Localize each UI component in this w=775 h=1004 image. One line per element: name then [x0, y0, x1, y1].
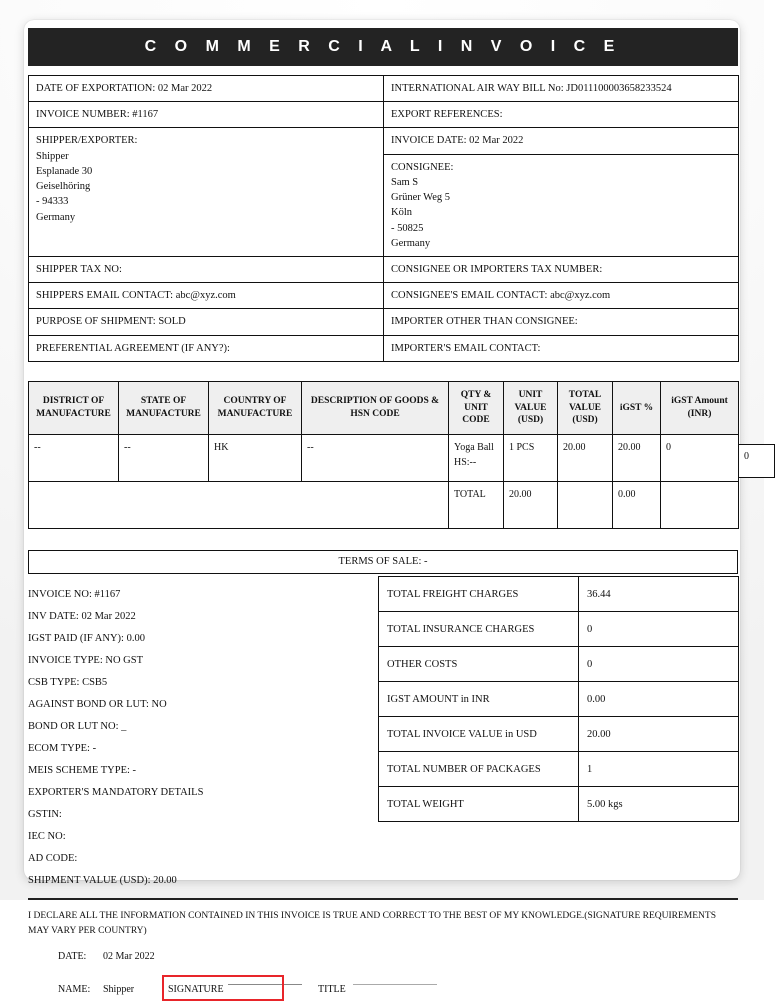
detail-invoice-type: INVOICE TYPE: NO GST	[28, 655, 144, 667]
label-name: NAME:	[58, 983, 91, 995]
consignee-line-5: Germany	[391, 237, 431, 249]
cell-igst-percent: 0	[661, 435, 739, 482]
value-invoice-number: #1167	[132, 109, 159, 121]
cell-air-way-bill	[384, 76, 739, 102]
value-name: Shipper	[103, 983, 135, 995]
cell-invoice-date	[384, 128, 739, 154]
cell-qty: 1 PCS	[504, 435, 558, 482]
cell-total-amount: 20.00	[504, 482, 558, 529]
cell-unit-value: 20.00	[558, 435, 613, 482]
consignee-line-3: Köln	[391, 207, 412, 219]
value-consignee-email: abc@xyz.com	[550, 290, 611, 302]
column-igst-amount: iGST Amount (INR)	[661, 381, 739, 434]
label-invoice-date: INVOICE DATE:	[391, 135, 467, 147]
cell-consignee-tax-number	[384, 256, 739, 282]
label-importer-other-than-consignee: IMPORTER OTHER THAN CONSIGNEE:	[391, 316, 578, 328]
table-row	[379, 682, 739, 717]
cell-purpose-of-shipment	[29, 309, 384, 335]
signature-date-row	[28, 951, 738, 971]
detail-against-bond-or-lut: AGAINST BOND OR LUT: NO	[28, 699, 167, 711]
label-purpose-of-shipment: PURPOSE OF SHIPMENT:	[36, 316, 156, 328]
label-total-number-of-packages: TOTAL NUMBER OF PACKAGES	[379, 752, 579, 787]
cell-preferential-agreement	[29, 335, 384, 361]
table-row	[29, 102, 739, 128]
value-total-insurance-charges: 0	[579, 612, 739, 647]
detail-ecom-type: ECOM TYPE: -	[28, 743, 97, 755]
column-district-of-manufacture: DISTRICT OF MANUFACTURE	[29, 381, 119, 434]
value-date: 02 Mar 2022	[103, 950, 155, 962]
label-total-freight-charges: TOTAL FREIGHT CHARGES	[379, 577, 579, 612]
label-invoice-number: INVOICE NUMBER:	[36, 109, 130, 121]
header-address-table	[28, 75, 739, 362]
value-igst-amount-inr: 0.00	[579, 682, 739, 717]
table-row	[379, 717, 739, 752]
cell-total-trailing-blank	[661, 482, 739, 529]
table-row	[379, 787, 739, 822]
column-country-of-manufacture: COUNTRY OF MANUFACTURE	[209, 381, 302, 434]
label-date: DATE:	[58, 950, 87, 962]
charges-table	[378, 576, 739, 822]
table-row	[379, 612, 739, 647]
label-consignee-email: CONSIGNEE'S EMAIL CONTACT:	[391, 290, 548, 302]
table-row	[29, 283, 739, 309]
item-hs-code: HS:--	[454, 456, 477, 468]
footer-divider	[28, 898, 738, 900]
goods-table-header-row	[29, 381, 739, 434]
document-title-banner: C O M M E R C I A L I N V O I C E	[28, 28, 738, 66]
shipper-heading: SHIPPER/EXPORTER:	[36, 135, 138, 147]
value-purpose-of-shipment: SOLD	[158, 316, 186, 328]
consignee-line-2: Grüner Weg 5	[391, 192, 451, 204]
table-row	[379, 577, 739, 612]
cell-shipper-exporter	[29, 128, 384, 257]
table-row	[29, 128, 739, 154]
table-row	[29, 256, 739, 282]
cell-district: --	[29, 435, 119, 482]
shipper-line-2: Esplanade 30	[36, 165, 93, 177]
table-row	[29, 76, 739, 102]
column-total-value: TOTAL VALUE (USD)	[558, 381, 613, 434]
value-shippers-email: abc@xyz.com	[175, 290, 236, 302]
cell-total-label: TOTAL	[449, 482, 504, 529]
label-title: TITLE	[318, 983, 346, 995]
shipper-line-1: Shipper	[36, 150, 69, 162]
cell-total-blank	[29, 482, 449, 529]
table-row	[29, 335, 739, 361]
detail-shipment-value: SHIPMENT VALUE (USD): 20.00	[28, 875, 177, 887]
declaration-text: I DECLARE ALL THE INFORMATION CONTAINED IN THIS INVOICE IS TRUE AND CORRECT TO THE BEST OF MY KNOWLEDGE.(SIGNATURE REQUIREMENTS MAY VARY PER COUNTRY)	[28, 911, 716, 936]
consignee-heading: CONSIGNEE:	[391, 161, 454, 173]
goods-total-row	[29, 482, 739, 529]
cell-igst-amount-overflow: 0	[739, 444, 775, 478]
label-total-invoice-value-usd: TOTAL INVOICE VALUE in USD	[379, 717, 579, 752]
cell-importer-other-than-consignee	[384, 309, 739, 335]
goods-table	[28, 381, 739, 529]
signature-input-line[interactable]	[228, 984, 302, 985]
cell-consignee-email	[384, 283, 739, 309]
table-row	[29, 435, 739, 482]
detail-invoice-no: INVOICE NO: #1167	[28, 589, 121, 601]
label-other-costs: OTHER COSTS	[379, 647, 579, 682]
value-total-number-of-packages: 1	[579, 752, 739, 787]
shipment-details-list	[28, 584, 378, 892]
value-total-weight: 5.00 kgs	[579, 787, 739, 822]
label-date-of-exportation: DATE OF EXPORTATION:	[36, 83, 156, 94]
label-preferential-agreement: PREFERENTIAL AGREEMENT (IF ANY?):	[36, 342, 230, 354]
consignee-line-1: Sam S	[391, 176, 419, 188]
detail-bond-or-lut-no: BOND OR LUT NO: _	[28, 721, 127, 733]
column-description-of-goods: DESCRIPTION OF GOODS & HSN CODE	[302, 381, 449, 434]
title-input-line[interactable]	[353, 984, 437, 985]
label-total-insurance-charges: TOTAL INSURANCE CHARGES	[379, 612, 579, 647]
cell-export-references	[384, 102, 739, 128]
detail-gstin: GSTIN:	[28, 809, 62, 821]
cell-consignee	[384, 154, 739, 256]
cell-shipper-tax-no	[29, 256, 384, 282]
shipper-line-3: Geiselhöring	[36, 181, 91, 193]
detail-ad-code: AD CODE:	[28, 853, 78, 865]
value-total-invoice-value-usd: 20.00	[579, 717, 739, 752]
table-row	[379, 647, 739, 682]
column-unit-value: UNIT VALUE (USD)	[504, 381, 558, 434]
column-qty-unit-code: QTY & UNIT CODE	[449, 381, 504, 434]
cell-importers-email	[384, 335, 739, 361]
shipper-line-5: Germany	[36, 211, 76, 223]
cell-date-of-exportation	[29, 76, 384, 102]
column-igst-percent: iGST %	[613, 381, 661, 434]
table-row	[29, 309, 739, 335]
label-shipper-tax-no: SHIPPER TAX NO:	[36, 263, 122, 275]
declaration-footer	[28, 892, 738, 1004]
label-air-way-bill: INTERNATIONAL AIR WAY BILL No:	[391, 83, 564, 94]
detail-csb-type: CSB TYPE: CSB5	[28, 677, 108, 689]
label-shippers-email: SHIPPERS EMAIL CONTACT:	[36, 290, 174, 302]
cell-total-igst-blank	[558, 482, 613, 529]
shipper-line-4: - 94333	[36, 196, 69, 208]
value-air-way-bill: JD011100003658233524	[566, 83, 672, 94]
detail-iec-no: IEC NO:	[28, 831, 66, 843]
consignee-line-4: - 50825	[391, 222, 424, 234]
label-total-weight: TOTAL WEIGHT	[379, 787, 579, 822]
value-other-costs: 0	[579, 647, 739, 682]
invoice-document	[24, 20, 749, 995]
table-row	[379, 752, 739, 787]
goods-table-wrapper	[28, 381, 749, 529]
cell-description-dash: --	[302, 435, 449, 482]
cell-shippers-email	[29, 283, 384, 309]
cell-invoice-number	[29, 102, 384, 128]
item-name: Yoga Ball	[454, 442, 494, 454]
label-signature: SIGNATURE	[168, 983, 224, 995]
label-consignee-tax-number: CONSIGNEE OR IMPORTERS TAX NUMBER:	[391, 263, 603, 275]
detail-igst-paid: IGST PAID (IF ANY): 0.00	[28, 633, 145, 645]
detail-exporters-mandatory-details: EXPORTER'S MANDATORY DETAILS	[28, 787, 204, 799]
terms-of-sale-box: TERMS OF SALE: -	[28, 550, 738, 574]
cell-country: HK	[209, 435, 302, 482]
cell-total-igst-amount: 0.00	[613, 482, 661, 529]
label-importers-email: IMPORTER'S EMAIL CONTACT:	[391, 342, 541, 354]
detail-meis-scheme-type: MEIS SCHEME TYPE: -	[28, 765, 137, 777]
value-date-of-exportation: 02 Mar 2022	[157, 83, 213, 94]
label-export-references: EXPORT REFERENCES:	[391, 109, 503, 121]
label-igst-amount-inr: IGST AMOUNT in INR	[379, 682, 579, 717]
detail-inv-date: INV DATE: 02 Mar 2022	[28, 611, 136, 623]
cell-item-description	[449, 435, 504, 482]
signature-name-row	[28, 984, 738, 1004]
cell-total-value: 20.00	[613, 435, 661, 482]
value-total-freight-charges: 36.44	[579, 577, 739, 612]
value-invoice-date: 02 Mar 2022	[469, 135, 524, 147]
column-state-of-manufacture: STATE OF MANUFACTURE	[119, 381, 209, 434]
cell-state: --	[119, 435, 209, 482]
